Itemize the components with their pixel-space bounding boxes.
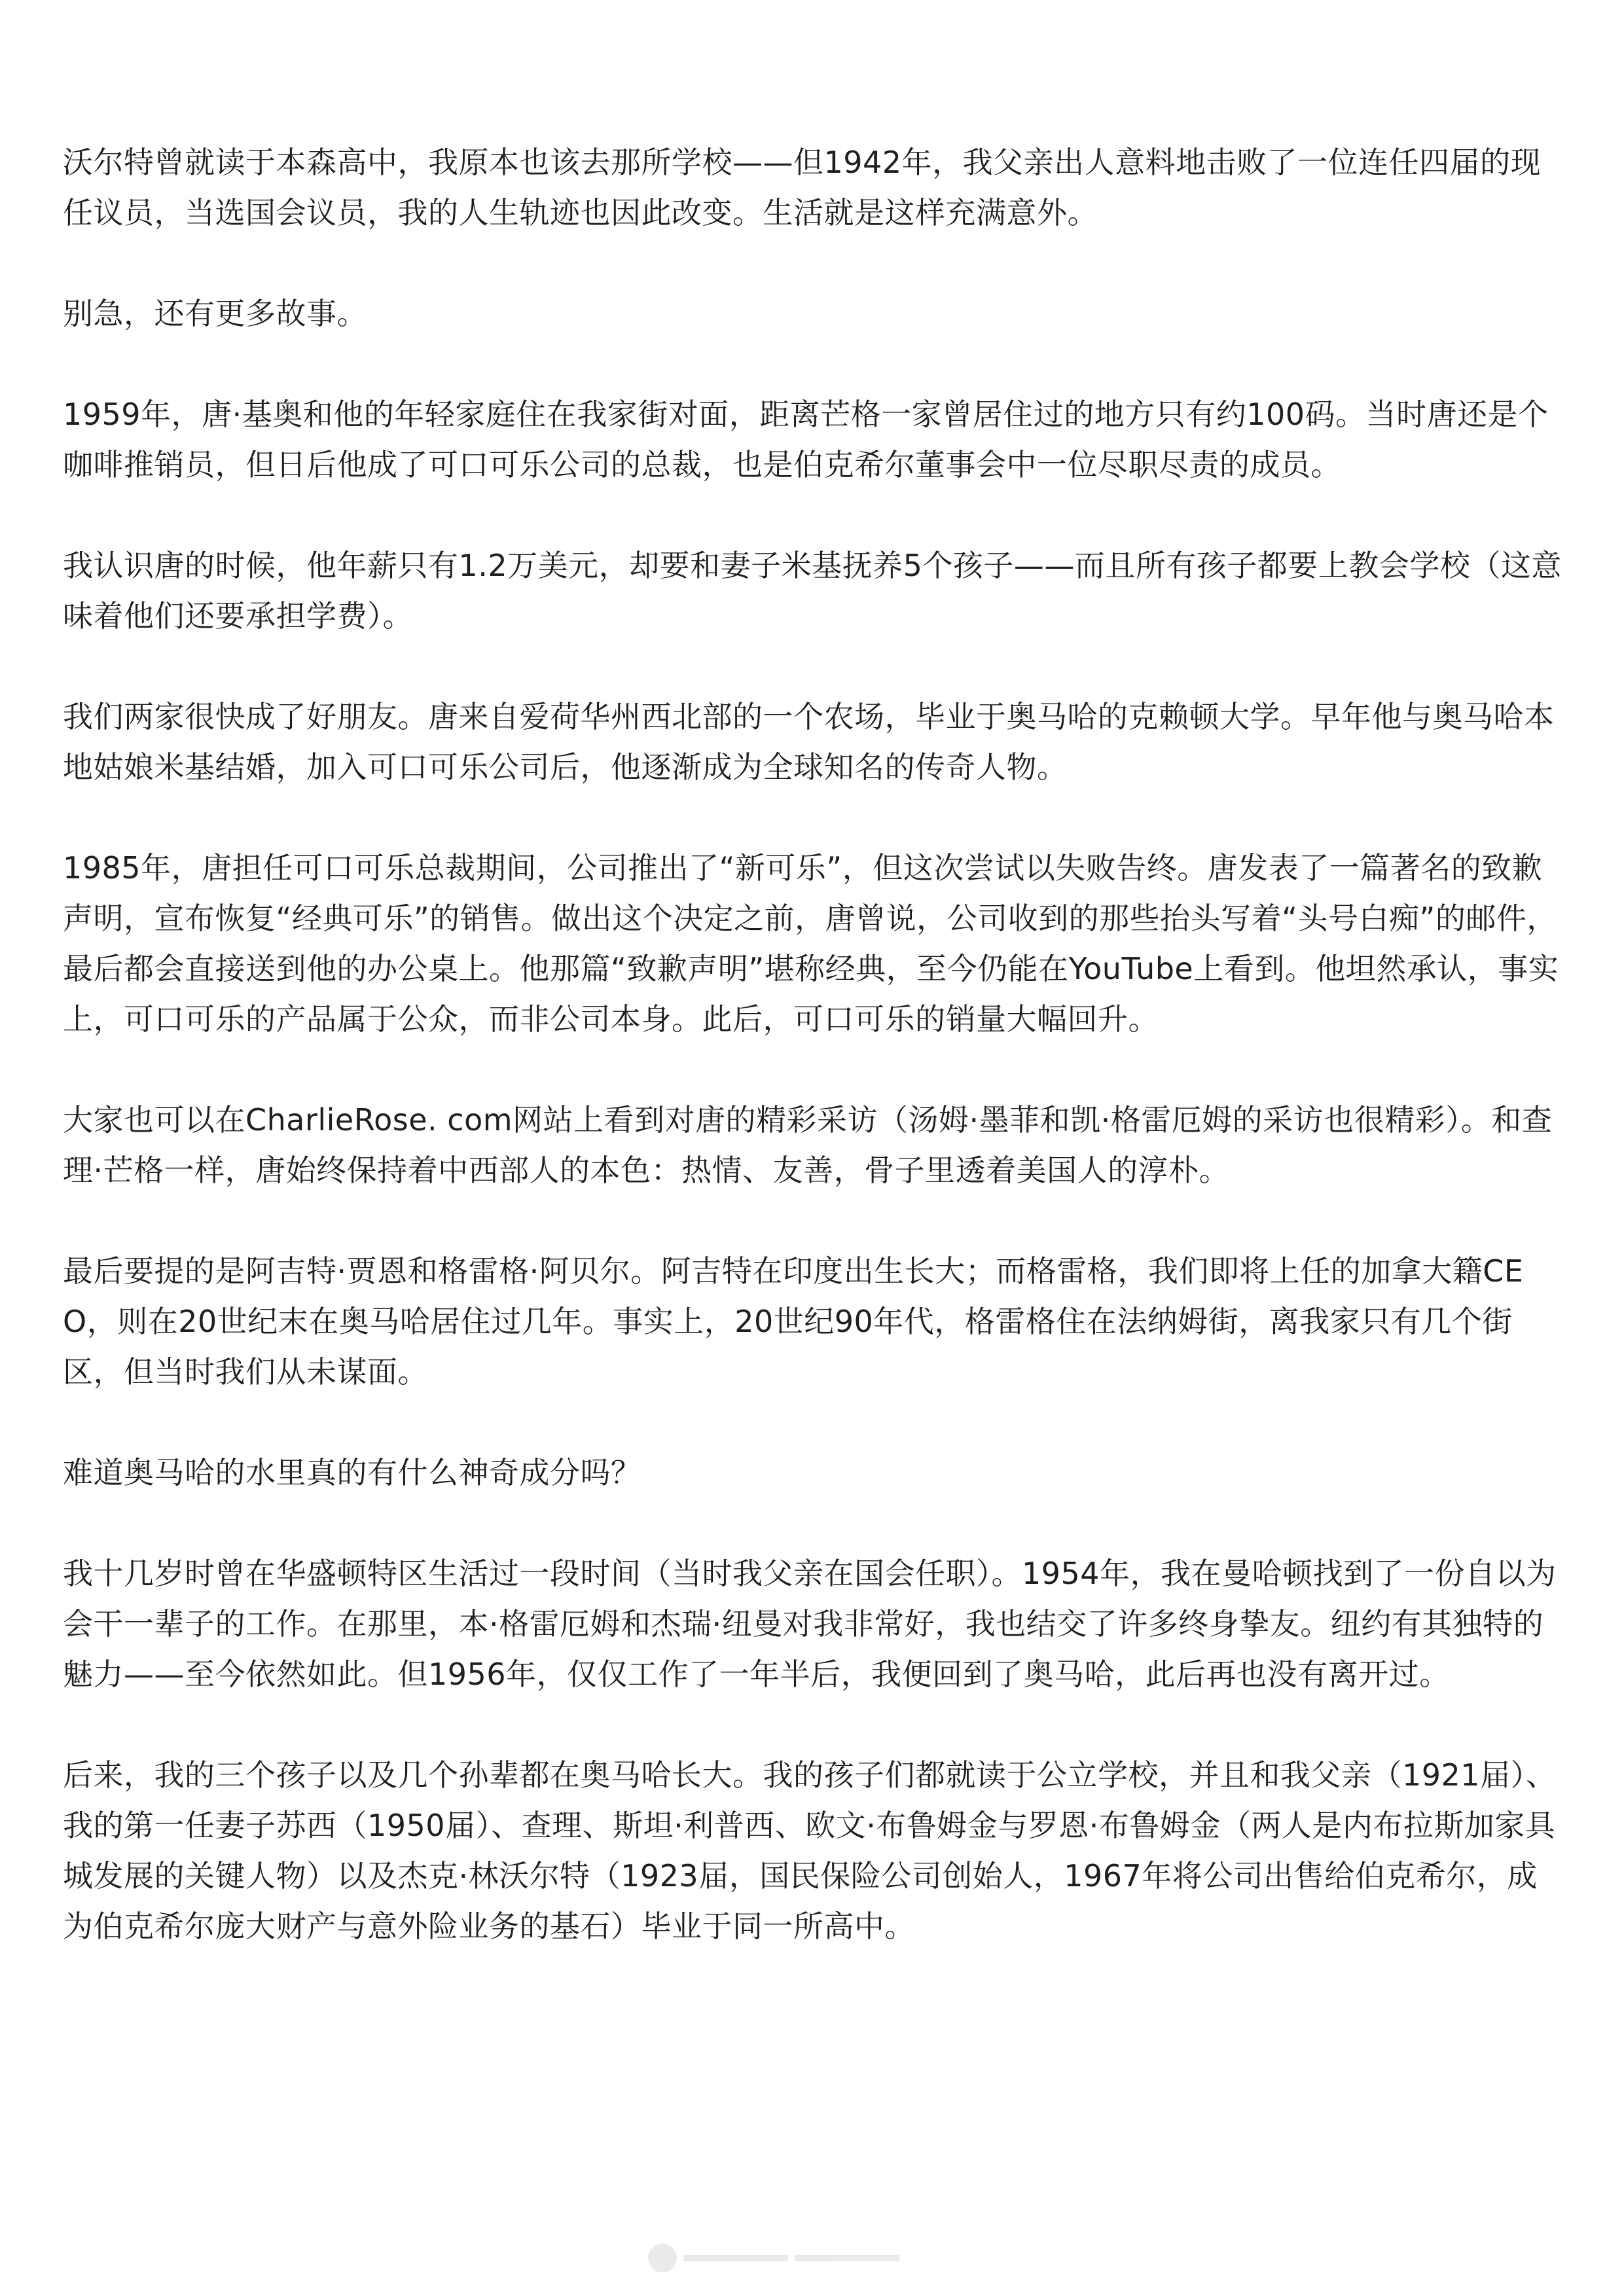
faint-watermark-icon (648, 2238, 962, 2278)
watermark-mark (648, 2244, 677, 2272)
watermark-line (683, 2255, 788, 2261)
paragraph-10: 我十几岁时曾在华盛顿特区生活过一段时间（当时我父亲在国会任职）。1954年，我在曼哈顿找到了一份自以为会干一辈子的工作。在那里，本·格雷厄姆和杰瑞·纽曼对我非常好，我也结交了许多终身挚友。纽约有其独特的魅力——至今依然如此。但1956年，仅仅工作了一年半后，我便回到了奥马哈，此后再也没有离开过。 (63, 1556, 1557, 1692)
paragraph-6: 1985年，唐担任可口可乐总裁期间，公司推出了“新可乐”，但这次尝试以失败告终。唐发表了一篇著名的致歉声明，宣布恢复“经典可乐”的销售。做出这个决定之前，唐曾说，公司收到的那些抬头写着“头号白痴”的邮件，最后都会直接送到他的办公桌上。他那篇“致歉声明”堪称经典，至今仍能在YouTube上看到。他坦然承认，事实上，可口可乐的产品属于公众，而非公司本身。此后，可口可乐的销量大幅回升。 (63, 850, 1559, 1037)
paragraph-5: 我们两家很快成了好朋友。唐来自爱荷华州西北部的一个农场，毕业于奥马哈的克赖顿大学。早年他与奥马哈本地姑娘米基结婚，加入可口可乐公司后，他逐渐成为全球知名的传奇人物。 (63, 699, 1555, 785)
paragraph-9: 难道奥马哈的水里真的有什么神奇成分吗？ (63, 1455, 641, 1490)
article-body (63, 137, 1562, 1952)
watermark-line (795, 2255, 899, 2261)
paragraph-7: 大家也可以在CharlieRose. com网站上看到对唐的精彩采访（汤姆·墨菲和凯·格雷厄姆的采访也很精彩）。和查理·芒格一样，唐始终保持着中西部人的本色：热情、友善，骨子里透着美国人的淳朴。 (63, 1102, 1553, 1188)
paragraph-1: 沃尔特曾就读于本森高中，我原本也该去那所学校——但1942年，我父亲出人意料地击败了一位连任四届的现任议员，当选国会议员，我的人生轨迹也因此改变。生活就是这样充满意外。 (63, 145, 1542, 230)
paragraph-4: 我认识唐的时候，他年薪只有1.2万美元，却要和妻子米基抚养5个孩子——而且所有孩子都要上教会学校（这意味着他们还要承担学费）。 (63, 548, 1562, 634)
paragraph-3: 1959年，唐·基奥和他的年轻家庭住在我家街对面，距离芒格一家曾居住过的地方只有约100码。当时唐还是个咖啡推销员，但日后他成了可口可乐公司的总裁，也是伯克希尔董事会中一位尽职尽责的成员。 (63, 397, 1549, 482)
paragraph-11: 后来，我的三个孩子以及几个孙辈都在奥马哈长大。我的孩子们都就读于公立学校，并且和我父亲（1921届）、我的第一任妻子苏西（1950届）、查理、斯坦·利普西、欧文·布鲁姆金与罗恩·布鲁姆金（两人是内布拉斯加家具城发展的关键人物）以及杰克·林沃尔特（1923届，国民保险公司创始人，1967年将公司出售给伯克希尔，成为伯克希尔庞大财产与意外险业务的基石）毕业于同一所高中。 (63, 1757, 1557, 1944)
paragraph-2: 别急，还有更多故事。 (63, 296, 367, 331)
paragraph-8: 最后要提的是阿吉特·贾恩和格雷格·阿贝尔。阿吉特在印度出生长大；而格雷格，我们即将上任的加拿大籍CEO，则在20世纪末在奥马哈居住过几年。事实上，20世纪90年代，格雷格住在法纳姆街，离我家只有几个街区，但当时我们从未谋面。 (63, 1253, 1524, 1390)
